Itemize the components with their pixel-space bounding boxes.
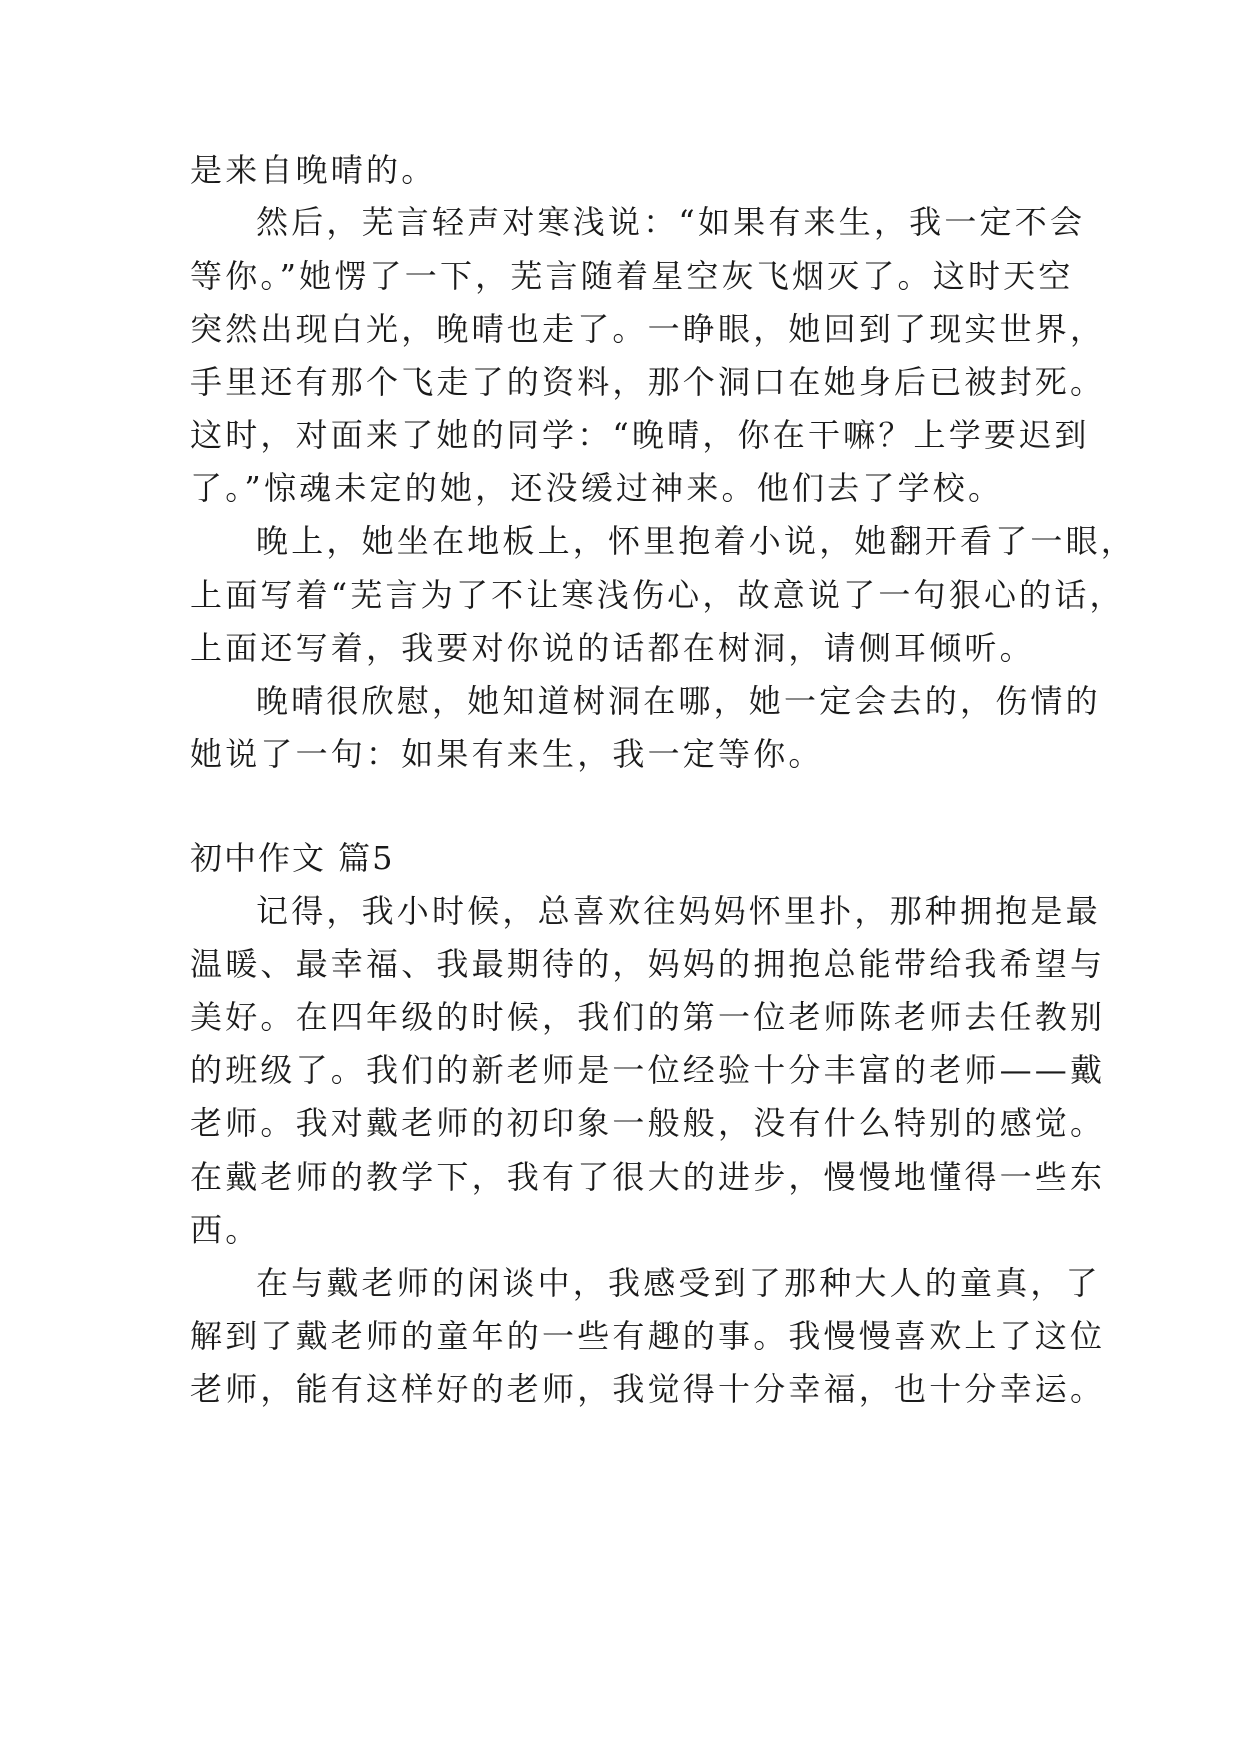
paragraph-line: 解到了戴老师的童年的一些有趣的事。我慢慢喜欢上了这位 — [190, 1317, 1106, 1355]
paragraph-line: 她说了一句：如果有来生，我一定等你。 — [190, 735, 824, 773]
paragraph-line: 在与戴老师的闲谈中，我感受到了那种大人的童真，了 — [256, 1264, 1101, 1302]
paragraph-line: 晚上，她坐在地板上，怀里抱着小说，她翻开看了一眼， — [256, 522, 1137, 560]
paragraph-line: 上面写着“芜言为了不让寒浅伤心，故意说了一句狠心的话， — [190, 576, 1125, 614]
paragraph-line: 晚晴很欣慰，她知道树洞在哪，她一定会去的，伤情的 — [256, 682, 1101, 720]
paragraph-line: 在戴老师的教学下，我有了很大的进步，慢慢地懂得一些东 — [190, 1158, 1106, 1196]
paragraph-line: 温暖、最幸福、我最期待的，妈妈的拥抱总能带给我希望与 — [190, 945, 1106, 983]
paragraph-line: 手里还有那个飞走了的资料，那个洞口在她身后已被封死。 — [190, 363, 1106, 401]
paragraph-line: 了。”惊魂未定的她，还没缓过神来。他们去了学校。 — [190, 469, 1004, 507]
paragraph-line: 的班级了。我们的新老师是一位经验十分丰富的老师——戴 — [190, 1051, 1106, 1089]
paragraph-line: 记得，我小时候，总喜欢往妈妈怀里扑，那种拥抱是最 — [256, 892, 1101, 930]
section-heading: 初中作文 篇5 — [190, 839, 395, 877]
paragraph-line: 这时，对面来了她的同学：“晚晴，你在干嘛？上学要迟到 — [190, 416, 1090, 454]
paragraph-line: 上面还写着，我要对你说的话都在树洞，请侧耳倾听。 — [190, 629, 1035, 667]
paragraph-line: 等你。”她愣了一下，芜言随着星空灰飞烟灭了。这时天空 — [190, 257, 1074, 295]
paragraph-line: 美好。在四年级的时候，我们的第一位老师陈老师去任教别 — [190, 998, 1106, 1036]
paragraph-line: 西。 — [190, 1211, 261, 1249]
paragraph-line: 是来自晚晴的。 — [190, 151, 437, 189]
paragraph-line: 突然出现白光，晚晴也走了。一睁眼，她回到了现实世界， — [190, 310, 1106, 348]
paragraph-line: 然后，芜言轻声对寒浅说：“如果有来生，我一定不会 — [256, 203, 1086, 241]
paragraph-line: 老师。我对戴老师的初印象一般般，没有什么特别的感觉。 — [190, 1104, 1106, 1142]
paragraph-line: 老师，能有这样好的老师，我觉得十分幸福，也十分幸运。 — [190, 1370, 1106, 1408]
